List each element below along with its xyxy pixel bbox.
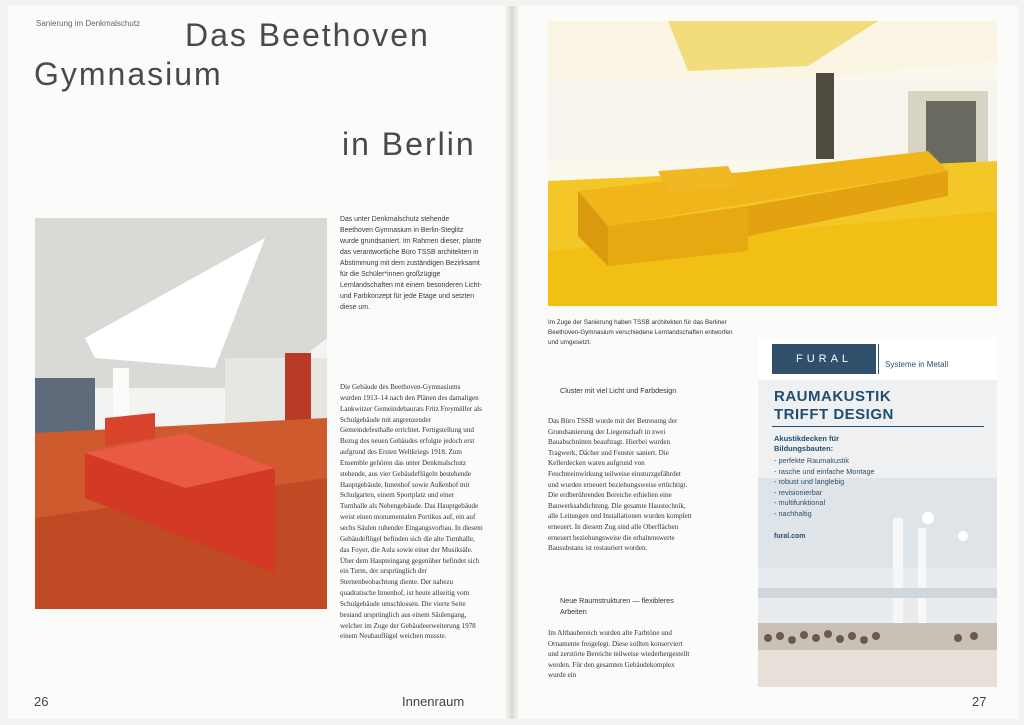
ad-feature-item: - nachhaltig — [774, 508, 812, 518]
subheading-raumstrukturen: Neue Raumstrukturen — flexibleres Arbeiten — [560, 596, 674, 616]
article-body-right-1: Das Büro TSSB wurde mit der Betreuung der Grundsanierung der Liegenschaft in zwei Bauabschnitten beauftragt. Hierbei wurden Tragwerk, Dächer und Fenster saniert. Die Kellerdecken waren aufgrund von Feuchteeinwirkung teilweise einsturzgefährdet und wurden erneuert beziehungsweise ertüchtigt. Die erdberührenden Bereiche erhielten eine Bauwerksabdichtung. Die gesamte Haustechnik, alle Leitungen und Installationen wurden komplett erneuert. In diesem Zug sind alle Oberflächen erneuert beziehungsweise die erhaltenswerte Bausubstans ist restauriert worden. — [548, 417, 692, 553]
ad-feature-item: - revisionierbar — [774, 487, 823, 497]
ad-feature-item: - rasche und einfache Montage — [774, 466, 875, 476]
article-title-line2: Gymnasium — [34, 56, 223, 92]
fural-logo: FURAL — [772, 344, 876, 374]
article-body-left: Die Gebäude des Beethoven-Gymnasiums wurden 1913–14 nach den Plänen des damaligen Lankwitzer Gemeindebaurats Fritz Freymüller als Schulgebäude mit angrenzender Gemeindefesthalle errichtet. Fertigstellung und Bezug des neuen Gebäudes erfolgte jedoch erst aufgrund des Ersten Weltkriegs 1918. Zum Ensemble gehören das unter Denkmalschutz stehende, aus vier Gebäudeflügeln bestehende Hauptgebäude, Innenhof sowie Außenhof mit Schulgarten, einem Sportplatz und einer Turnhalle als Nebengebäude. Das Hauptgebäude weist einen monumentalen Portikus auf, ein auf sechs Säulen ruhender Eingangsvorbau. In diesem Gebäudeflügel befinden sich die alte Turnhalle, das Foyer, die Aula sowie einer der Musiksäle. Über dem Haupteingang gegenüber befindet sich ein Turm, der ursprünglich der Sternenbeobachtung diente. Der nahezu quadratische Innenhof, ist heute allseitig vom Schulgebäude umschlossen. Die vierte Seite bestand ursprünglich aus einem Säulengang, welcher im Zuge der Gebäudeerweiterung 1978 einem Neubauflügel weichen musste. — [340, 383, 483, 641]
ad-feature-item: - robust und langlebig — [774, 477, 845, 486]
article-title-line3: in Berlin — [342, 126, 476, 162]
ad-headline-line1: RAUMAKUSTIK — [774, 388, 892, 405]
article-lead: Das unter Denkmalschutz stehende Beethoven Gymnasium in Berlin-Steglitz wurde grundsaniert. Im Rahmen dieser, plante das verantwortliche Büro TSSB architekten in Abstimmung mit dem zuständigen Bezirksamt für die Schüler*innen großzügige Lernlandschaften mit einem besonderen Licht- und Farbkonzept für jede Etage und setzten diese um. — [340, 216, 482, 311]
ad-feature-item: - perfekte Raumakustik — [774, 456, 850, 465]
article-title-line1: Das Beethoven — [185, 17, 430, 53]
ad-subheadline-line1: Akustikdecken für — [774, 434, 840, 443]
fural-advertisement[interactable] — [758, 338, 997, 687]
interior-photo-yellow — [548, 21, 997, 306]
ad-feature-list — [774, 456, 875, 519]
ad-header-bar — [758, 338, 997, 380]
page-gutter — [505, 6, 519, 719]
ad-url-link[interactable]: fural.com — [774, 533, 806, 540]
ad-headline-line2: TRIFFT DESIGN — [774, 406, 894, 423]
ad-headline — [774, 388, 894, 424]
ad-rule — [772, 426, 984, 427]
interior-photo-red — [35, 218, 327, 609]
ad-subheadline — [774, 434, 839, 454]
section-kicker: Sanierung im Denkmalschutz — [36, 19, 141, 28]
ad-feature-item: - multifunktional — [774, 498, 826, 507]
page-number-left: 26 — [34, 694, 49, 709]
ad-subheadline-line2: Bildungsbauten: — [774, 444, 834, 453]
ad-divider — [878, 344, 879, 374]
photo-caption: Im Zuge der Sanierung haben TSSB architekten für das Berliner Beethoven-Gymnasium verschiedene Lernlandschaften entworfen und umgesetzt. — [548, 319, 733, 346]
subheading-cluster: Cluster mit viel Licht und Farbdesign — [560, 386, 677, 395]
section-name: Innenraum — [402, 694, 465, 709]
ad-tagline: Systeme in Metall — [885, 360, 949, 369]
article-body-right-2: Im Altbaubereich wurden alte Farbtöne und Ornamente freigelegt. Diese sollten konserviert und zerstörte Bereiche teilweise wiederhergestellt werden. Für den gesamten Gebäudekomplex wurde ein — [548, 629, 690, 680]
page-number-right: 27 — [972, 694, 987, 709]
